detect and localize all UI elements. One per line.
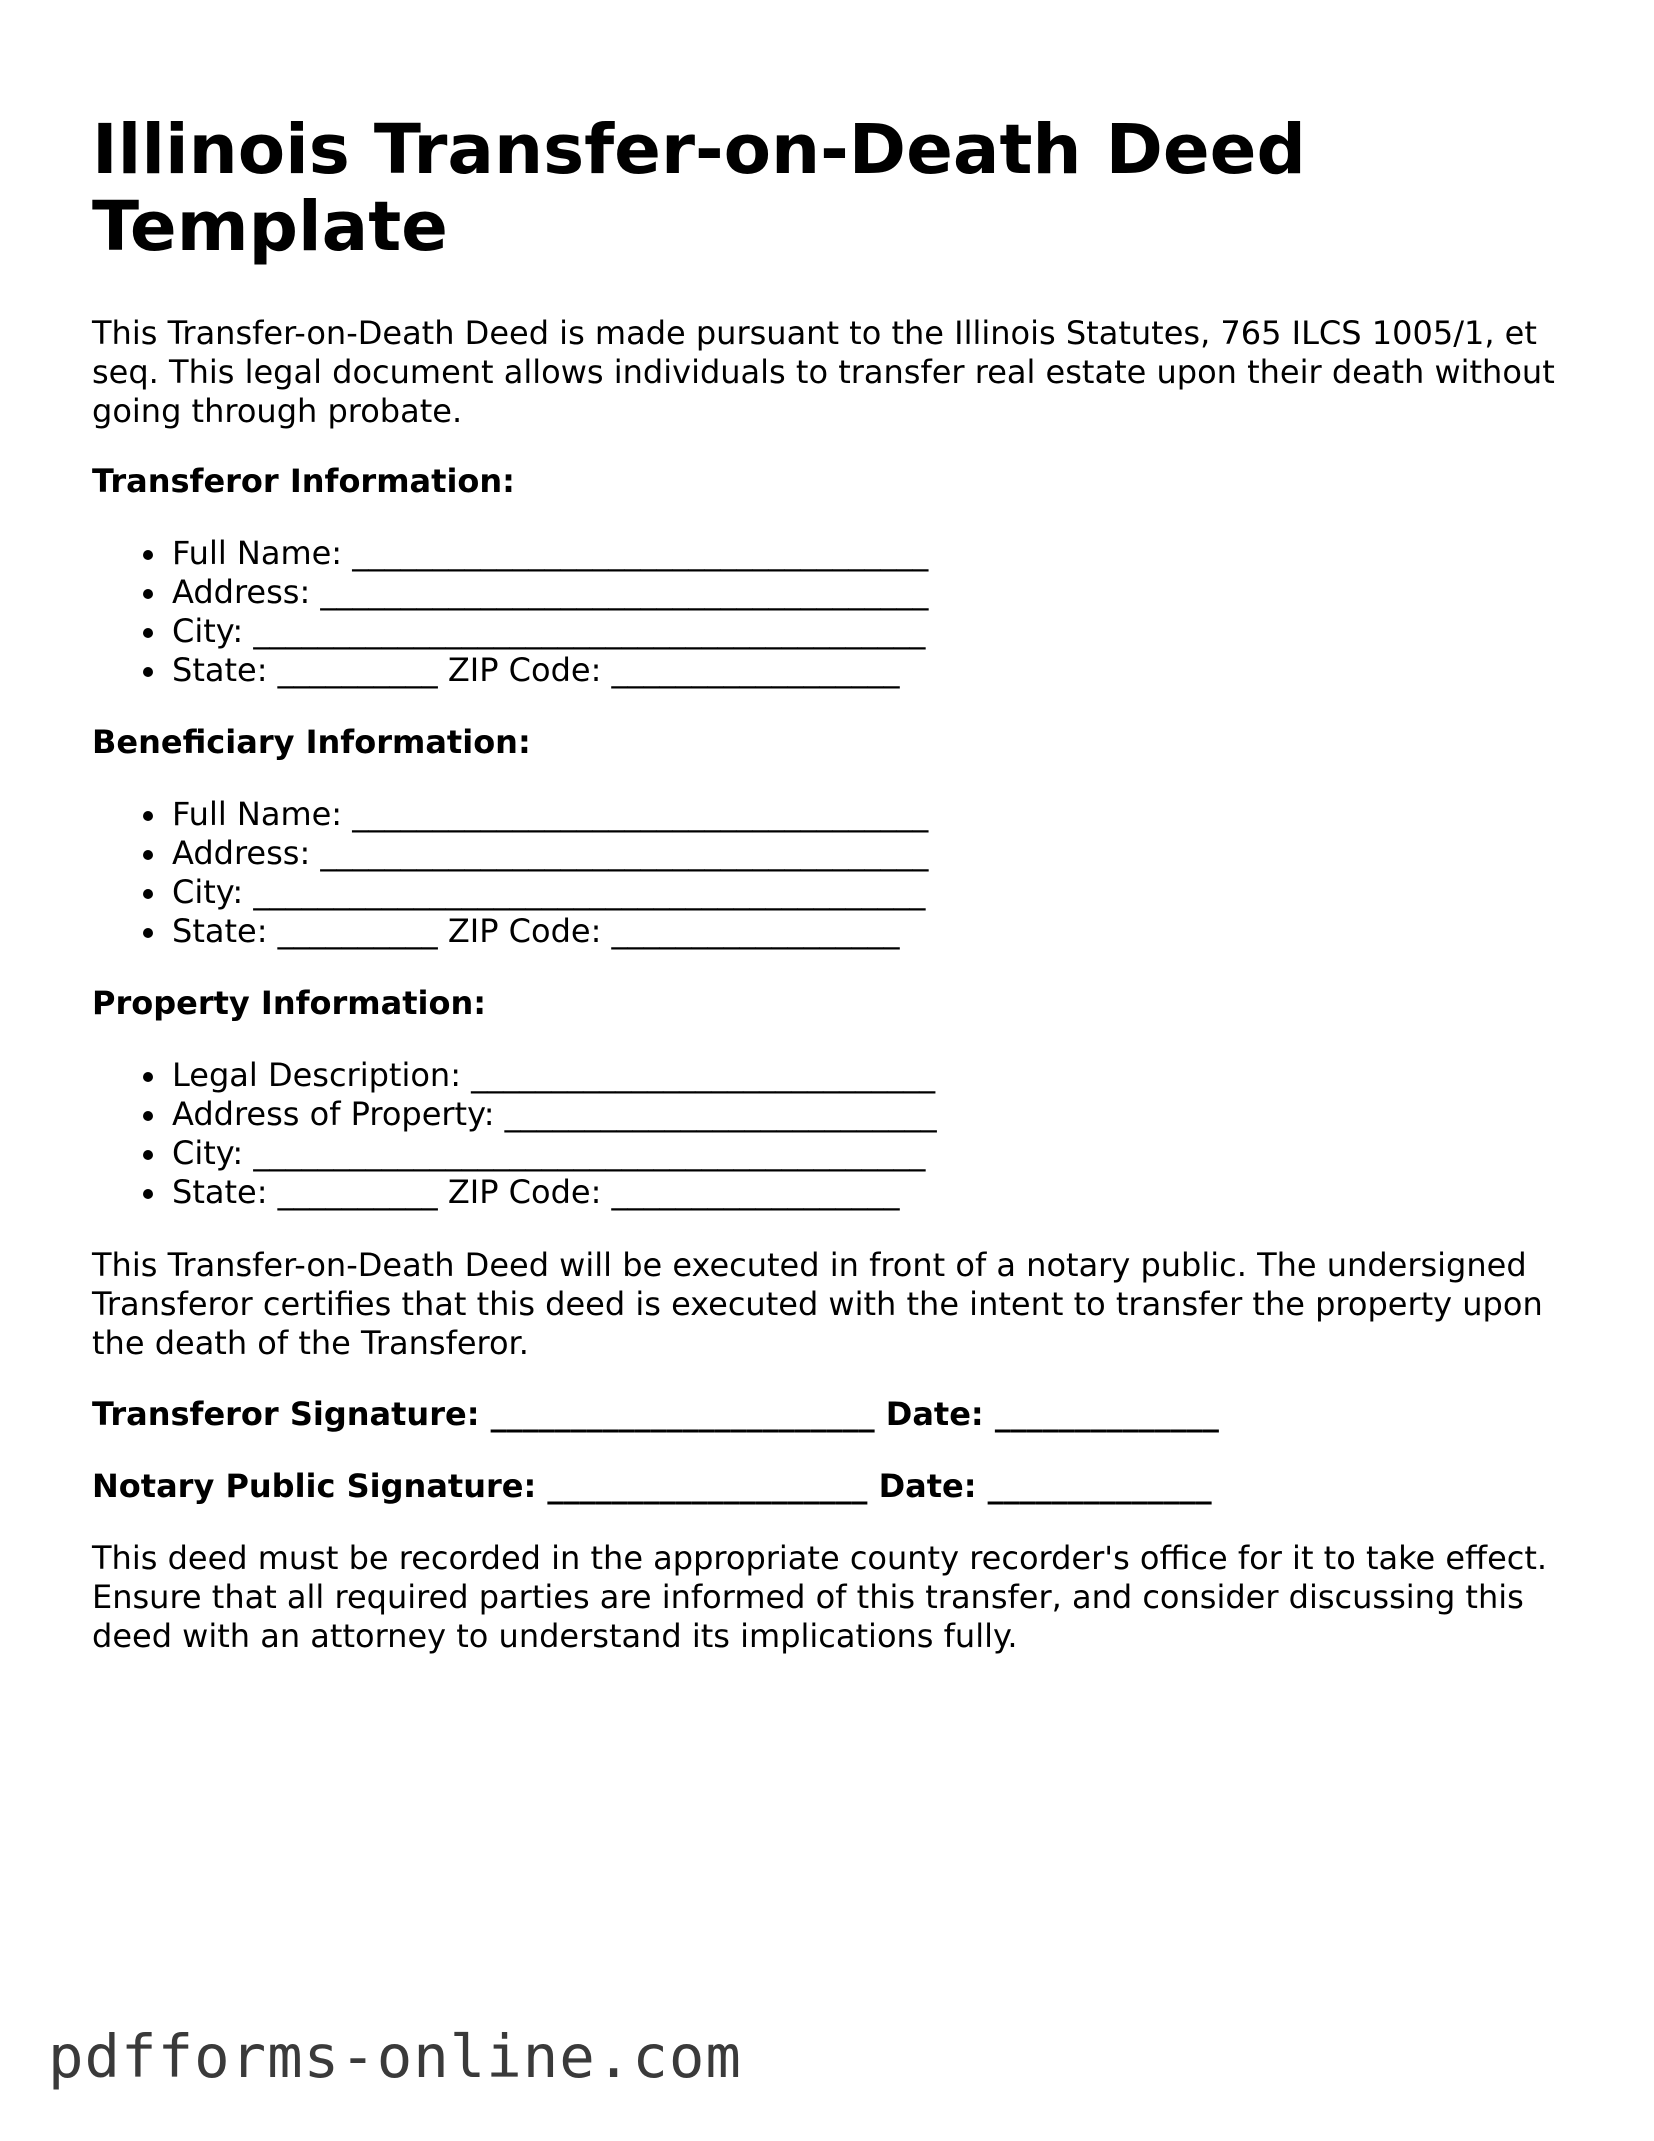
property-address-field: Address of Property: ___________________________ bbox=[172, 1095, 1582, 1134]
transferor-city-field: City: __________________________________________ bbox=[172, 612, 1582, 651]
transferor-address-field: Address: ______________________________________ bbox=[172, 573, 1582, 612]
intro-paragraph: This Transfer-on-Death Deed is made pursuant to the Illinois Statutes, 765 ILCS 1005/1, et seq. This legal document allows individuals to transfer real estate upon their death without going through probate. bbox=[92, 314, 1555, 430]
transferor-state-zip-field: State: __________ ZIP Code: __________________ bbox=[172, 651, 1582, 690]
site-watermark: pdfforms-online.com bbox=[48, 2022, 742, 2091]
beneficiary-address-field: Address: ______________________________________ bbox=[172, 834, 1582, 873]
property-fields-list bbox=[92, 1056, 1582, 1212]
transferor-fields-list bbox=[92, 534, 1582, 690]
transferor-heading: Transferor Information: bbox=[92, 462, 515, 500]
beneficiary-state-zip-field: State: __________ ZIP Code: __________________ bbox=[172, 912, 1582, 951]
final-note-paragraph: This deed must be recorded in the appropriate county recorder's office for it to take effect. Ensure that all required parties are informed of this transfer, and consider discussing this deed with an attorney to understand its implications fully. bbox=[92, 1539, 1548, 1655]
property-legal-description-field: Legal Description: _____________________________ bbox=[172, 1056, 1582, 1095]
transferor-signature-line: Transferor Signature: ________________________ Date: ______________ bbox=[92, 1395, 1219, 1433]
document-page bbox=[92, 112, 1582, 1656]
transferor-full-name-field: Full Name: ____________________________________ bbox=[172, 534, 1582, 573]
property-heading: Property Information: bbox=[92, 984, 487, 1022]
beneficiary-fields-list bbox=[92, 795, 1582, 951]
closing-paragraph: This Transfer-on-Death Deed will be executed in front of a notary public. The undersigned Transferor certifies that this deed is executed with the intent to transfer the property upon the death of the Transferor. bbox=[92, 1246, 1543, 1362]
property-state-zip-field: State: __________ ZIP Code: __________________ bbox=[172, 1173, 1582, 1212]
beneficiary-full-name-field: Full Name: ____________________________________ bbox=[172, 795, 1582, 834]
document-title: Illinois Transfer-on-Death Deed Template bbox=[92, 110, 1306, 267]
property-city-field: City: __________________________________________ bbox=[172, 1134, 1582, 1173]
beneficiary-heading: Beneficiary Information: bbox=[92, 723, 531, 761]
notary-signature-line: Notary Public Signature: ____________________ Date: ______________ bbox=[92, 1467, 1212, 1505]
beneficiary-city-field: City: __________________________________________ bbox=[172, 873, 1582, 912]
